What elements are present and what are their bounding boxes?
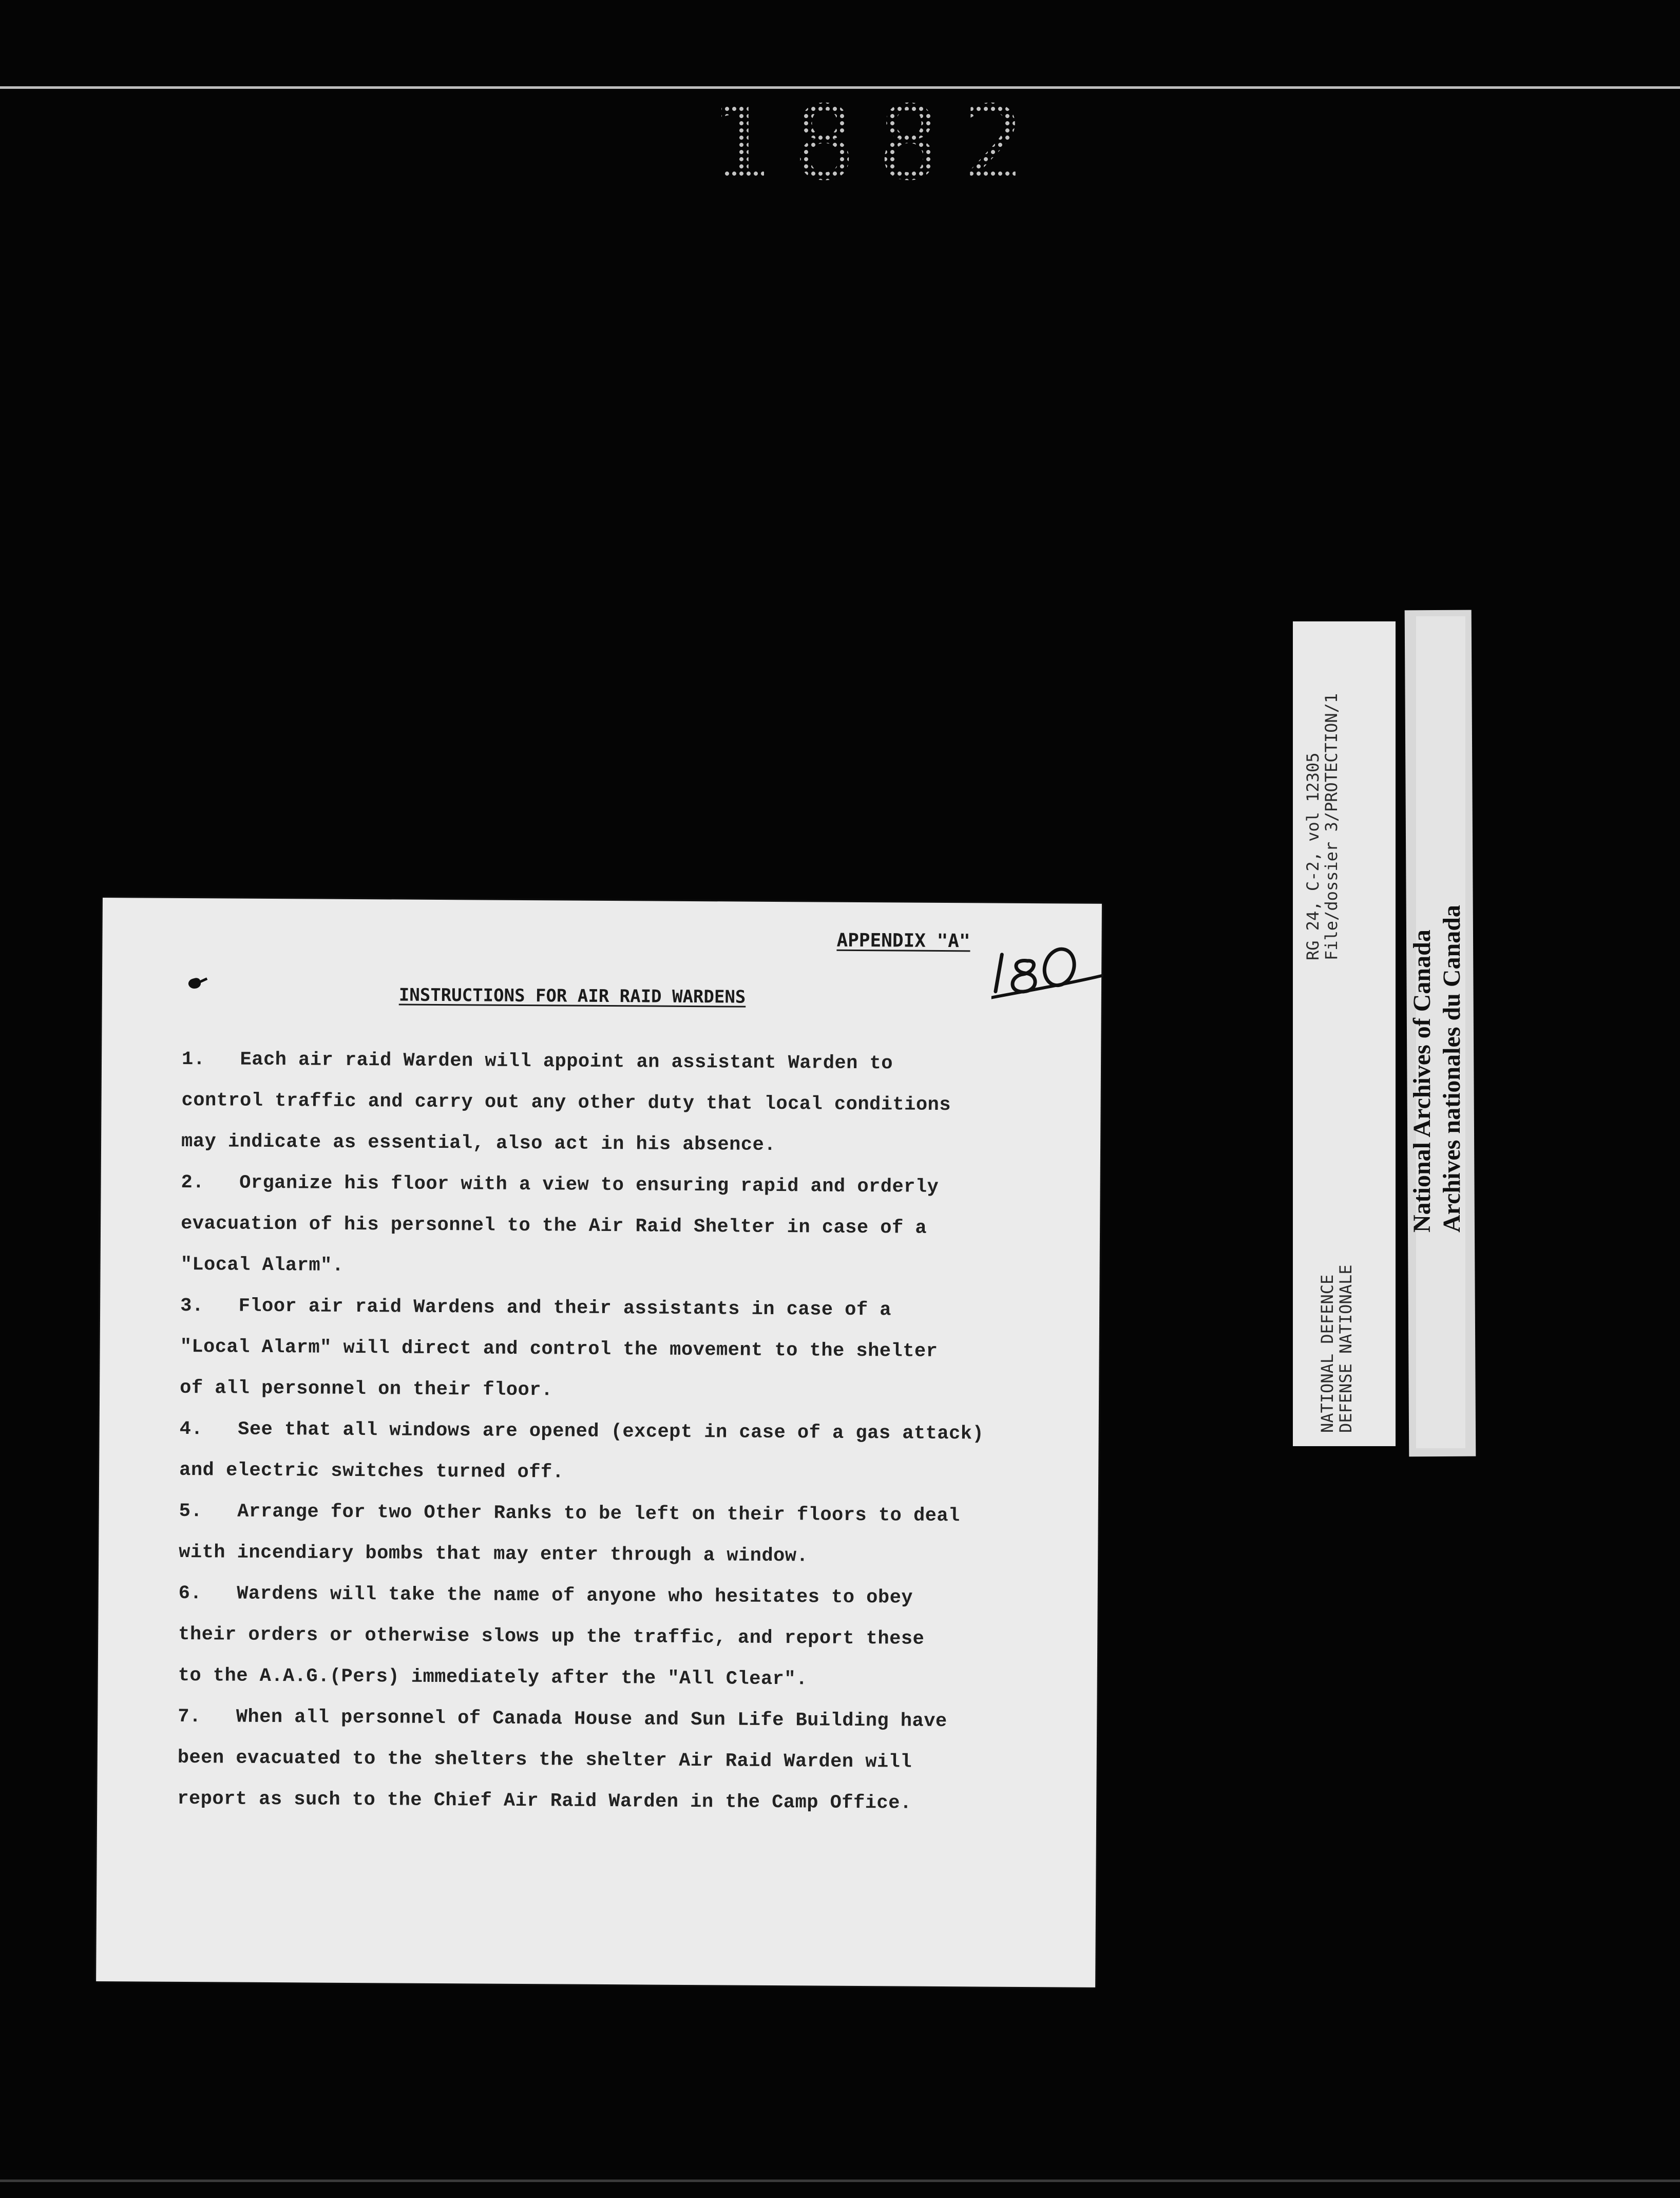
body-line: with incendiary bombs that may enter through a window. [179, 1541, 809, 1567]
reference-line-1: RG 24, C-2, vol 12305 [1303, 752, 1323, 960]
film-frame-bottom-rule [0, 2180, 1680, 2182]
pen-mark [187, 977, 202, 990]
body-line: 4. See that all windows are opened (except in case of a gas attack) [179, 1418, 984, 1445]
body-line: evacuation of his personnel to the Air Raid Shelter in case of a [180, 1212, 927, 1239]
body-line: "Local Alarm" will direct and control the movement to the shelter [180, 1336, 938, 1362]
document-title: INSTRUCTIONS FOR AIR RAID WARDENS [398, 984, 746, 1008]
body-line: to the A.A.G.(Pers) immediately after the "All Clear". [178, 1664, 808, 1691]
body-line: their orders or otherwise slows up the traffic, and report these [178, 1623, 925, 1650]
body-line: 6. Wardens will take the name of anyone who hesitates to obey [178, 1582, 913, 1609]
frame-number [709, 84, 1047, 203]
document-page [96, 898, 1102, 1987]
body-line: 3. Floor air raid Wardens and their assistants in case of a [180, 1295, 892, 1321]
instructions-body [177, 1039, 1096, 1825]
frame-number-text: 1882 [709, 84, 1047, 203]
reference-line-2: File/dossier 3/PROTECTION/1 [1322, 693, 1341, 960]
body-line: "Local Alarm". [180, 1254, 344, 1277]
body-line: 2. Organize his floor with a view to ensuring rapid and orderly [181, 1171, 939, 1198]
body-line: of all personnel on their floor. [180, 1377, 553, 1401]
body-line: control traffic and carry out any other duty that local conditions [181, 1089, 951, 1116]
body-line: been evacuated to the shelters the shelter Air Raid Warden will [177, 1747, 912, 1773]
body-line: 1. Each air raid Warden will appoint an assistant Warden to [181, 1048, 893, 1075]
body-line: and electric switches turned off. [179, 1459, 564, 1484]
archives-name-english: National Archives of Canada [1408, 930, 1436, 1233]
department-line-2: DEFENSE NATIONALE [1336, 1264, 1356, 1433]
body-line: 7. When all personnel of Canada House and Sun Life Building have [178, 1706, 947, 1733]
body-line: 5. Arrange for two Other Ranks to be left on their floors to deal [179, 1500, 960, 1527]
department-line-1: NATIONAL DEFENCE [1318, 1274, 1337, 1433]
appendix-heading: APPENDIX "A" [836, 930, 970, 952]
body-line: may indicate as essential, also act in his absence. [181, 1130, 776, 1157]
archives-name-french: Archives nationales du Canada [1438, 905, 1465, 1233]
body-line: report as such to the Chief Air Raid Warden in the Camp Office. [177, 1788, 912, 1814]
folio-handwritten-number [991, 944, 1110, 1001]
